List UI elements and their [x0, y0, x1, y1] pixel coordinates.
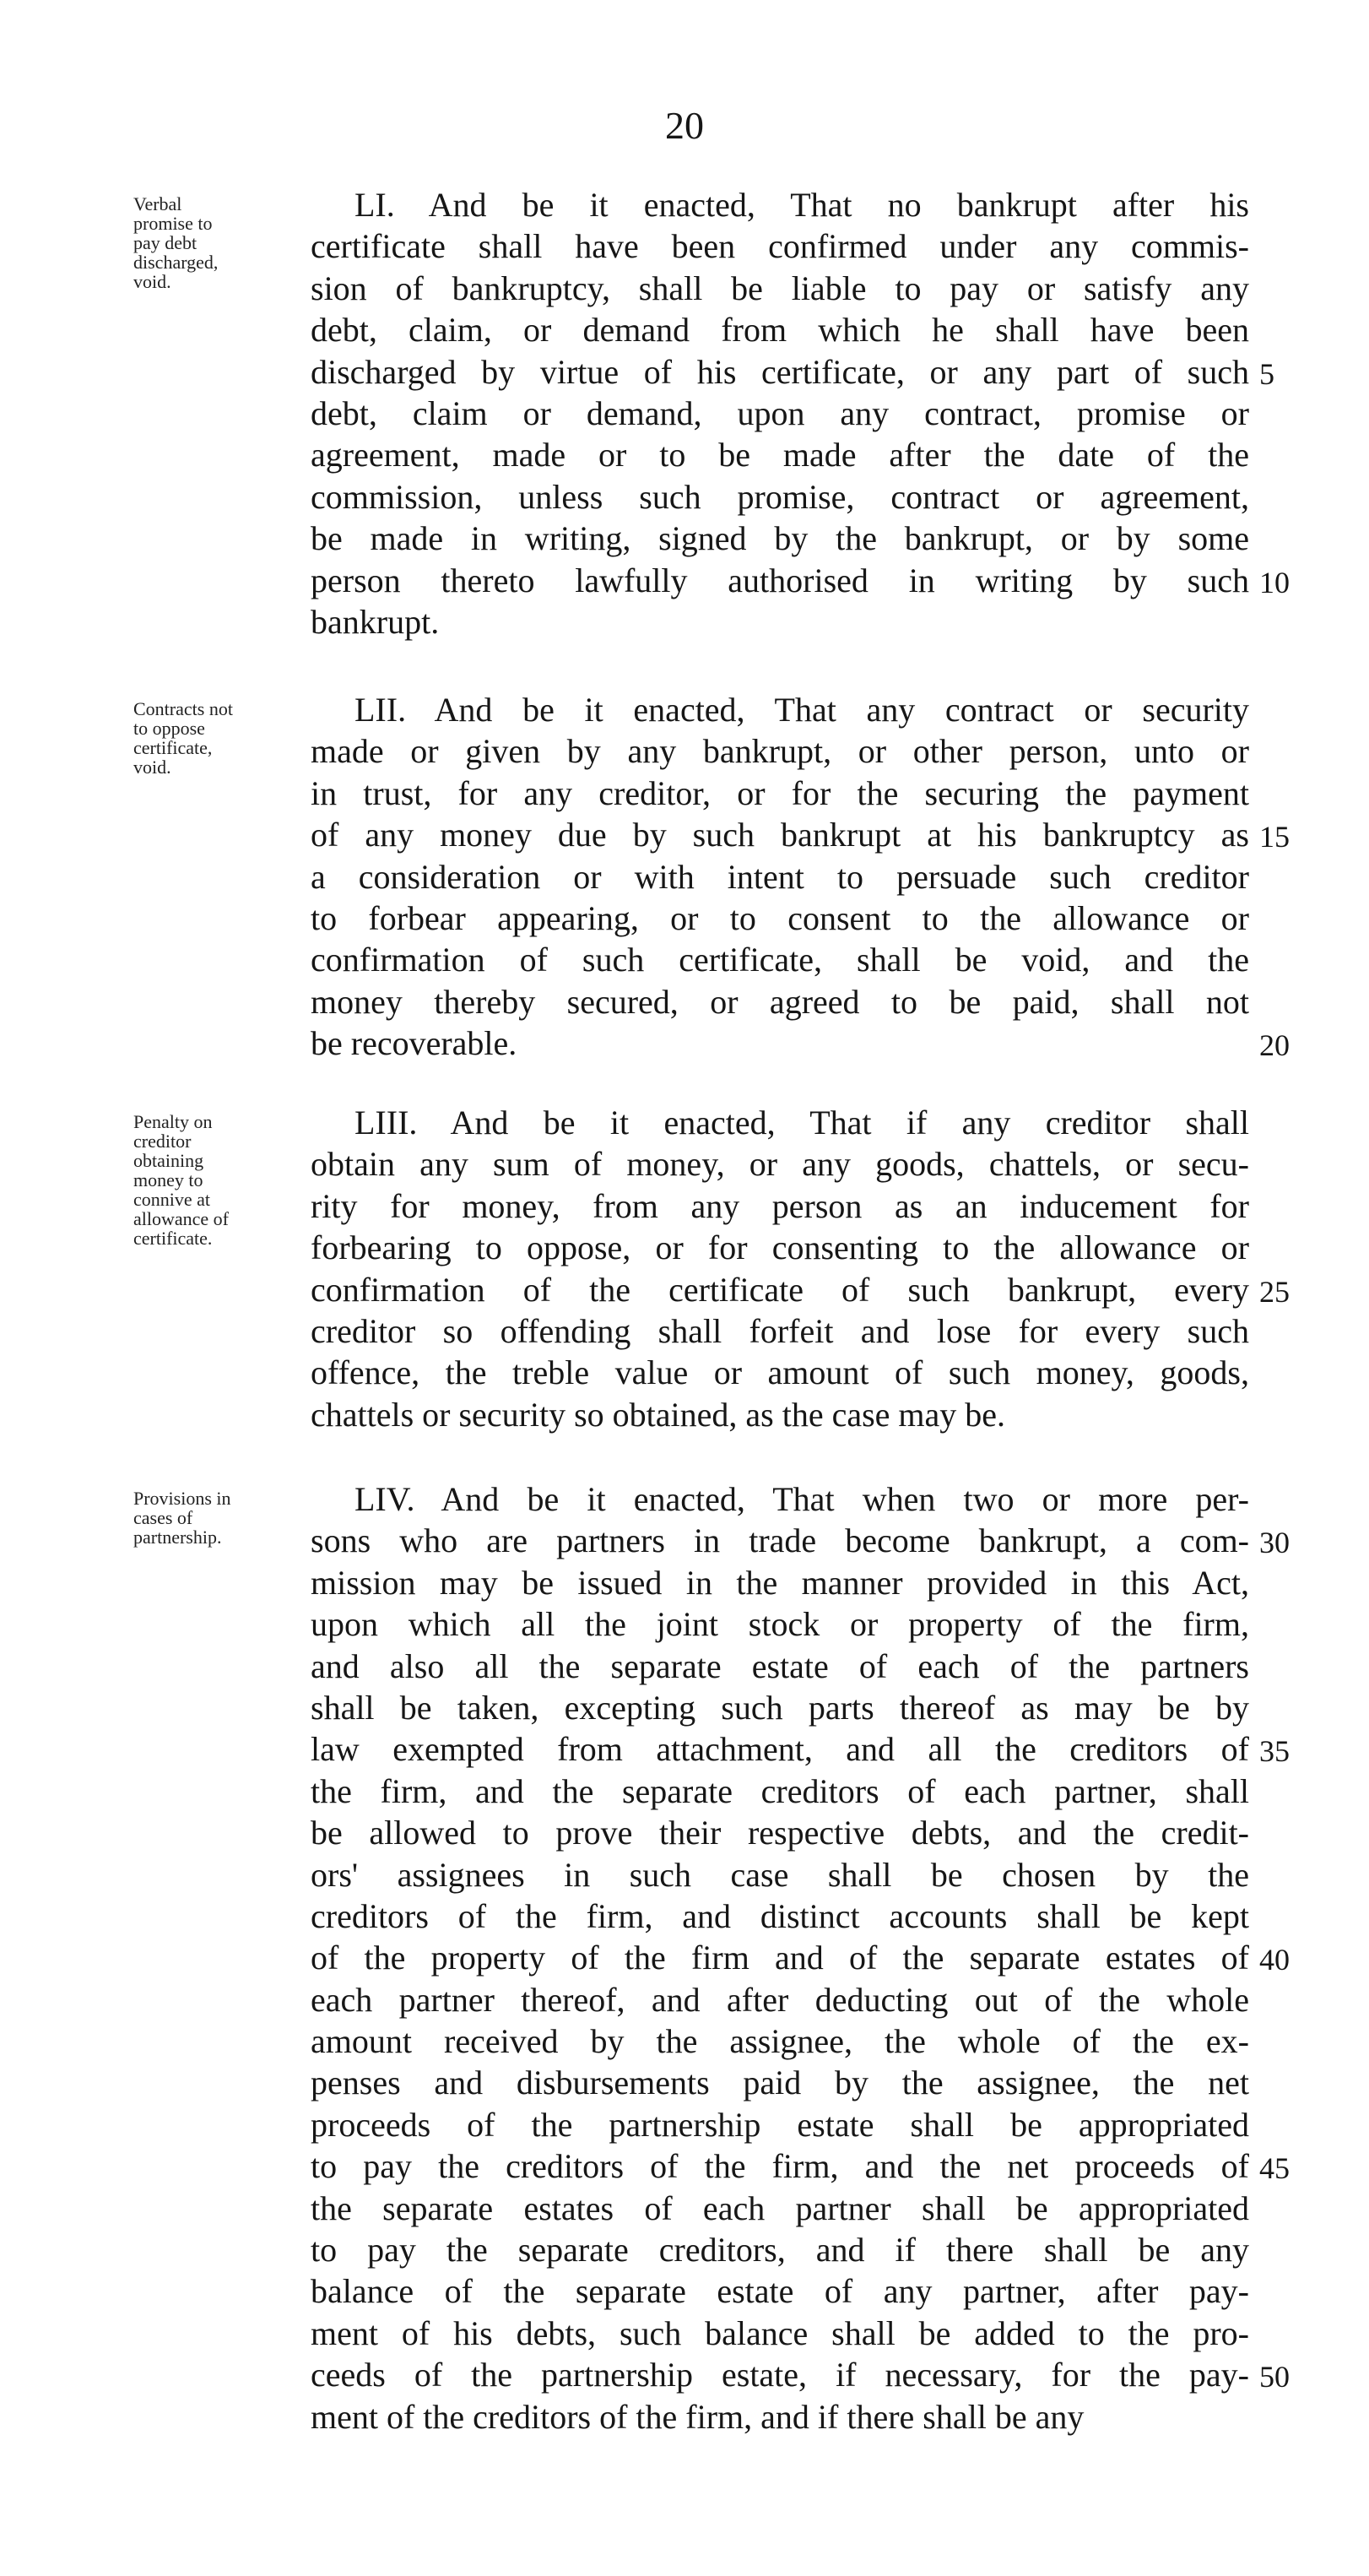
section-first-line [311, 1102, 1249, 1143]
text-line: be recoverable. [311, 1024, 517, 1063]
text-line: law exempted from attachment, and all the creditors of [311, 1730, 1249, 1769]
line-number: 10 [1259, 565, 1290, 599]
margin-note [133, 1489, 302, 1547]
text-line-content: And be it enacted, That if any creditor shall [450, 1104, 1249, 1142]
section-numeral: LI. [354, 186, 395, 224]
line-number: 40 [1259, 1943, 1290, 1977]
text-line: commission, unless such promise, contract or agreement, [311, 477, 1249, 516]
margin-note-line: Verbal [133, 193, 182, 214]
text-line: of any money due by such bankrupt at his bankruptcy as [311, 816, 1249, 854]
text-line: bankrupt. [311, 602, 440, 641]
text-line: mission may be issued in the manner provided in this Act, [311, 1563, 1249, 1602]
margin-note-line: creditor [133, 1131, 192, 1152]
text-line: debt, claim, or demand from which he shall have been [311, 311, 1249, 350]
margin-note-line: allowance of [133, 1208, 229, 1229]
text-line: certificate shall have been confirmed under any commis- [311, 227, 1249, 266]
text-line: the firm, and the separate creditors of each partner, shall [311, 1771, 1249, 1810]
text-line: confirmation of such certificate, shall be void, and the [311, 941, 1249, 979]
text-line: the separate estates of each partner shall be appropriated [311, 2188, 1249, 2227]
text-line: upon which all the joint stock or property of the firm, [311, 1605, 1249, 1644]
text-line: sons who are partners in trade become bankrupt, a com- [311, 1521, 1249, 1560]
line-number: 35 [1259, 1734, 1290, 1769]
margin-note-line: void. [133, 271, 171, 292]
margin-note-line: partnership. [133, 1527, 222, 1548]
text-line-content: And be it enacted, That when two or more per- [441, 1480, 1249, 1518]
text-line: offence, the treble value or amount of such money, goods, [311, 1353, 1249, 1392]
line-number: 30 [1259, 1526, 1290, 1560]
section-first-line [311, 689, 1249, 730]
margin-note-line: money to [133, 1169, 203, 1190]
line-number: 5 [1259, 356, 1274, 391]
text-line: forbearing to oppose, or for consenting to the allowance or [311, 1228, 1249, 1267]
text-line: creditor so offending shall forfeit and lose for every such [311, 1311, 1249, 1350]
section-first-line [311, 1478, 1249, 1520]
text-line: discharged by virtue of his certificate, or any part of such [311, 352, 1249, 391]
margin-note-line: pay debt [133, 232, 198, 253]
section-numeral: LIV. [354, 1480, 415, 1518]
margin-note [133, 699, 302, 777]
margin-note-line: certificate, [133, 737, 213, 758]
text-line-content: And be it enacted, That any contract or security [434, 691, 1249, 729]
text-line: creditors of the firm, and distinct accounts shall be kept [311, 1896, 1249, 1935]
text-line: obtain any sum of money, or any goods, chattels, or secu- [311, 1145, 1249, 1184]
text-line: to pay the separate creditors, and if there shall be any [311, 2231, 1249, 2270]
text-line: amount received by the assignee, the whole of the ex- [311, 2022, 1249, 2061]
text-line: ceeds of the partnership estate, if necessary, for the pay- [311, 2356, 1249, 2394]
text-line: of the property of the firm and of the separate estates of [311, 1939, 1249, 1977]
text-line-content: And be it enacted, That no bankrupt after his [428, 186, 1249, 224]
text-line: penses and disbursements paid by the assignee, the net [311, 2064, 1249, 2102]
text-line: be made in writing, signed by the bankrupt, or by some [311, 519, 1249, 558]
text-line: a consideration or with intent to persuade such creditor [311, 857, 1249, 896]
margin-note-line: Contracts not [133, 698, 233, 719]
text-line: sion of bankruptcy, shall be liable to pay or satisfy any [311, 268, 1249, 307]
text-line: to forbear appearing, or to consent to the allowance or [311, 898, 1249, 937]
text-line: be allowed to prove their respective debts, and the credit- [311, 1814, 1249, 1852]
text-line: money thereby secured, or agreed to be paid, shall not [311, 982, 1249, 1021]
section-numeral: LIII. [354, 1104, 418, 1142]
line-number: 15 [1259, 820, 1290, 854]
margin-note-line: connive at [133, 1189, 211, 1210]
margin-note-line: cases of [133, 1507, 193, 1528]
section-text [311, 184, 1249, 643]
margin-note-line: void. [133, 757, 171, 778]
line-number: 25 [1259, 1274, 1290, 1309]
text-line: chattels or security so obtained, as the case may be. [311, 1395, 1006, 1434]
section-text [311, 1478, 1249, 2438]
section-text [311, 689, 1249, 1065]
text-line: confirmation of the certificate of such bankrupt, every [311, 1270, 1249, 1309]
margin-note [133, 1112, 302, 1248]
margin-note-line: Provisions in [133, 1488, 231, 1509]
page-number: 20 [665, 104, 704, 147]
text-line: rity for money, from any person as an inducement for [311, 1186, 1249, 1225]
line-number: 20 [1259, 1028, 1290, 1063]
text-line: made or given by any bankrupt, or other person, unto or [311, 732, 1249, 771]
line-number: 50 [1259, 2360, 1290, 2394]
margin-note-line: Penalty on [133, 1111, 213, 1132]
margin-note [133, 194, 302, 291]
section-numeral: LII. [354, 691, 407, 729]
section-first-line [311, 184, 1249, 225]
text-line: debt, claim or demand, upon any contract, promise or [311, 393, 1249, 432]
line-number: 45 [1259, 2151, 1290, 2186]
text-line: and also all the separate estate of each of the partners [311, 1646, 1249, 1685]
margin-note-line: discharged, [133, 252, 219, 273]
text-line: ors' assignees in such case shall be chosen by the [311, 1855, 1249, 1894]
text-line: each partner thereof, and after deducting out of the whole [311, 1980, 1249, 2019]
section-text [311, 1102, 1249, 1435]
text-line: balance of the separate estate of any partner, after pay- [311, 2272, 1249, 2311]
margin-note-line: certificate. [133, 1228, 213, 1249]
text-line: proceeds of the partnership estate shall be appropriated [311, 2105, 1249, 2144]
text-line: shall be taken, excepting such parts thereof as may be by [311, 1688, 1249, 1727]
margin-note-line: obtaining [133, 1150, 204, 1171]
text-line: in trust, for any creditor, or for the securing the payment [311, 773, 1249, 812]
text-line: person thereto lawfully authorised in writing by such [311, 561, 1249, 599]
text-line: ment of the creditors of the firm, and if there shall be any [311, 2397, 1085, 2436]
margin-note-line: promise to [133, 213, 213, 234]
margin-note-line: to oppose [133, 718, 205, 739]
text-line: to pay the creditors of the firm, and the net proceeds of [311, 2147, 1249, 2186]
text-line: agreement, made or to be made after the date of the [311, 436, 1249, 475]
text-line: ment of his debts, such balance shall be added to the pro- [311, 2313, 1249, 2352]
